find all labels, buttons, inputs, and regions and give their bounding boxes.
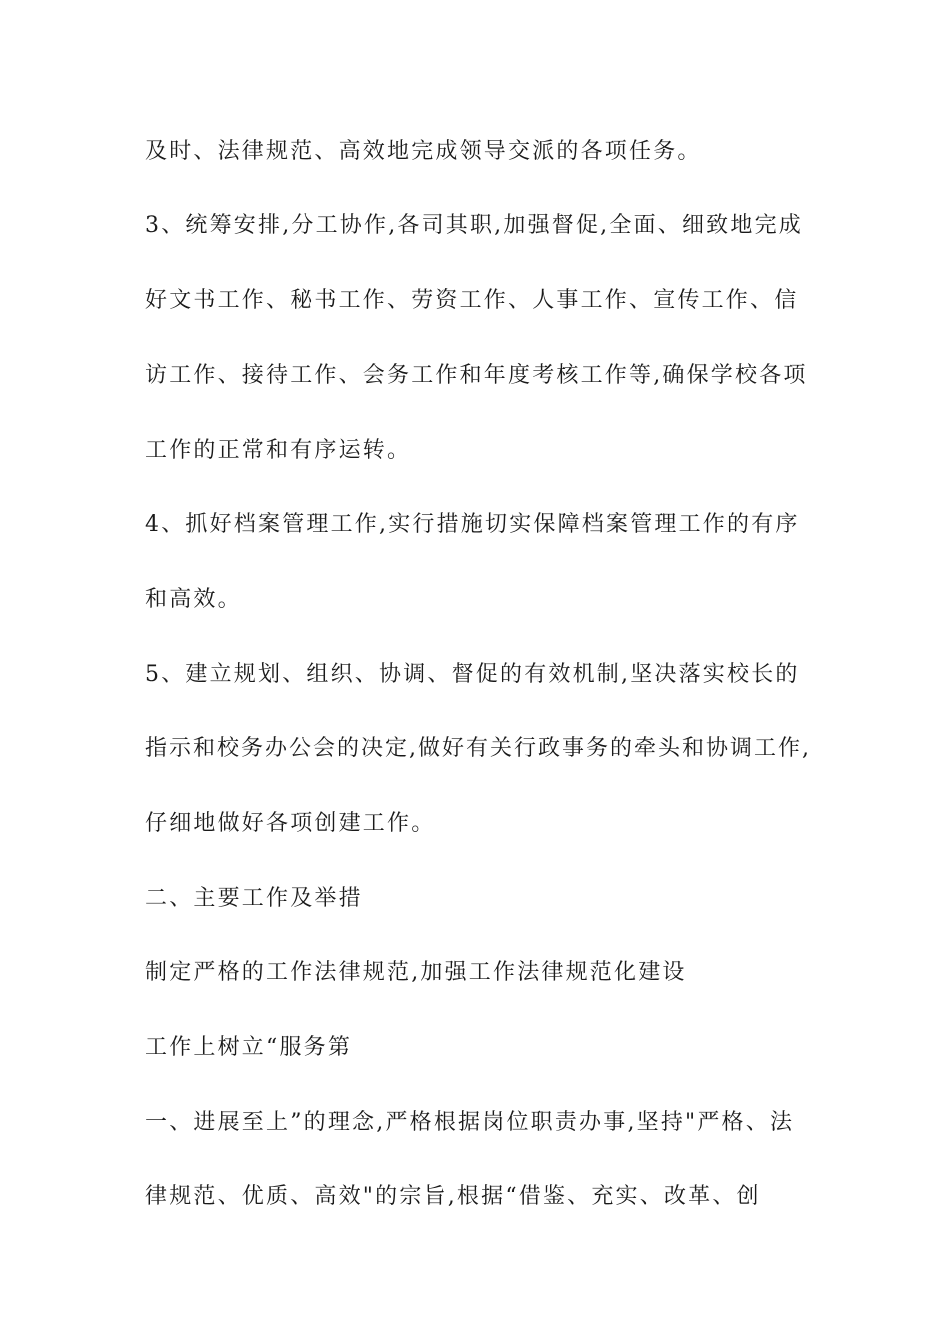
text-line: 访工作、接待工作、会务工作和年度考核工作等,确保学校各项	[145, 363, 808, 388]
text-line: 律规范、优质、高效"的宗旨,根据“借鉴、充实、改革、创	[145, 1184, 761, 1209]
text-line: 一、进展至上”的理念,严格根据岗位职责办事,坚持"严格、法	[145, 1110, 795, 1135]
text-line: 制定严格的工作法律规范,加强工作法律规范化建设	[145, 960, 687, 985]
text-line: 和高效。	[145, 587, 242, 612]
text-line: 工作上树立“服务第	[145, 1035, 353, 1060]
section-heading: 二、主要工作及举措	[145, 886, 363, 911]
text-line: 指示和校务办公会的决定,做好有关行政事务的牵头和协调工作,	[145, 736, 811, 761]
text-line: 好文书工作、秘书工作、劳资工作、人事工作、宣传工作、信	[145, 288, 799, 313]
text-line: 及时、法律规范、高效地完成领导交派的各项任务。	[145, 139, 702, 164]
text-line: 仔细地做好各项创建工作。	[145, 811, 436, 836]
text-line: 5、建立规划、组织、协调、督促的有效机制,坚决落实校长的	[145, 662, 800, 687]
text-line: 3、统筹安排,分工协作,各司其职,加强督促,全面、细致地完成	[145, 213, 803, 238]
text-line: 4、抓好档案管理工作,实行措施切实保障档案管理工作的有序	[145, 512, 800, 537]
text-line: 工作的正常和有序运转。	[145, 438, 412, 463]
